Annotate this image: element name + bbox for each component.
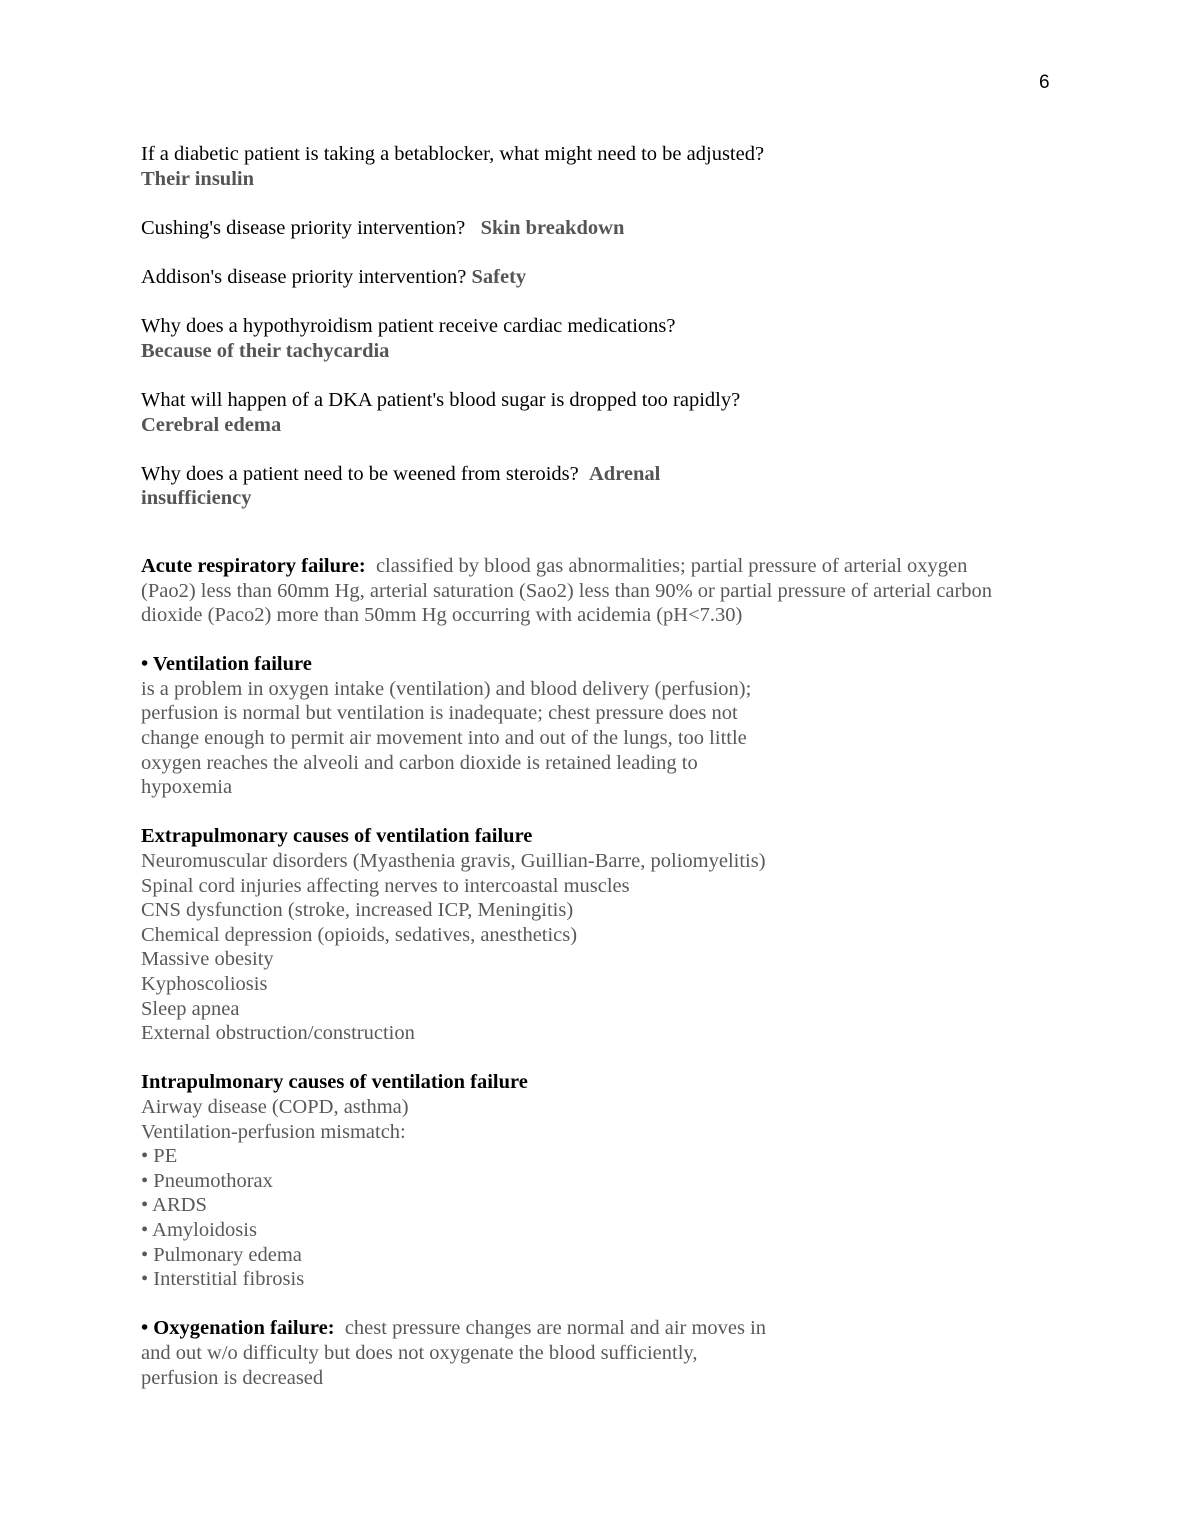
list-item: Sleep apnea: [141, 997, 240, 1020]
ventilation-text-5: hypoxemia: [141, 776, 233, 799]
document-body: [141, 142, 1041, 1390]
acute-text-2: (Pao2) less than 60mm Hg, arterial saturation (Sao2) less than 90% or partial pressure of arterial carbon: [141, 579, 993, 602]
qa-answer-4: Because of their tachycardia: [141, 339, 390, 362]
intrapulmonary-heading: Intrapulmonary causes of ventilation failure: [141, 1071, 528, 1094]
qa-item-2: [141, 216, 1041, 241]
list-item: • Interstitial fibrosis: [141, 1268, 305, 1291]
list-item: Airway disease (COPD, asthma): [141, 1095, 409, 1118]
acute-text-1: classified by blood gas abnormalities; partial pressure of arterial oxygen: [375, 554, 968, 577]
qa-answer-3: Safety: [471, 265, 527, 288]
ventilation-heading: • Ventilation failure: [141, 653, 312, 676]
list-item: • Pneumothorax: [141, 1169, 273, 1192]
qa-answer-6-line1: Adrenal: [589, 462, 661, 485]
oxygenation-line-1: [141, 1316, 1041, 1341]
qa-question-1: If a diabetic patient is taking a betablocker, what might need to be adjusted?: [141, 143, 765, 165]
qa-answer-5: Cerebral edema: [141, 413, 282, 436]
qa-item-3: [141, 265, 1041, 290]
qa-question-6: Why does a patient need to be weened from steroids?: [141, 462, 579, 485]
list-item: Kyphoscoliosis: [141, 973, 268, 995]
ventilation-text-1: is a problem in oxygen intake (ventilation) and blood delivery (perfusion);: [141, 677, 752, 700]
acute-line-1: [141, 554, 1041, 579]
qa-question-3: Addison's disease priority intervention?: [141, 265, 467, 288]
list-item: • ARDS: [141, 1194, 207, 1217]
list-item: Chemical depression (opioids, sedatives, anesthetics): [141, 923, 578, 946]
qa-item-6: [141, 462, 1041, 487]
qa-answer-2: Skin breakdown: [480, 216, 625, 239]
list-item: External obstruction/construction: [141, 1022, 415, 1045]
list-item: Massive obesity: [141, 948, 274, 971]
list-item: • Amyloidosis: [141, 1218, 257, 1241]
acute-text-3: dioxide (Paco2) more than 50mm Hg occurring with acidemia (pH<7.30): [141, 604, 743, 627]
extrapulmonary-heading: Extrapulmonary causes of ventilation failure: [141, 825, 533, 848]
list-item: • Pulmonary edema: [141, 1243, 302, 1266]
ventilation-text-2: perfusion is normal but ventilation is inadequate; chest pressure does not: [141, 702, 738, 725]
oxygenation-text-1: chest pressure changes are normal and air moves in: [344, 1317, 767, 1340]
qa-question-5: What will happen of a DKA patient's blood sugar is dropped too rapidly?: [141, 388, 741, 411]
list-item: Neuromuscular disorders (Myasthenia gravis, Guillian-Barre, poliomyelitis): [141, 850, 766, 873]
acute-heading: Acute respiratory failure:: [141, 554, 366, 577]
list-item: Ventilation-perfusion mismatch:: [141, 1120, 406, 1143]
oxygenation-heading: • Oxygenation failure:: [141, 1317, 335, 1340]
qa-answer-1: Their insulin: [141, 167, 254, 190]
ventilation-text-3: change enough to permit air movement into and out of the lungs, too little: [141, 727, 747, 750]
list-item: Spinal cord injuries affecting nerves to intercoastal muscles: [141, 874, 630, 897]
list-item: CNS dysfunction (stroke, increased ICP, Meningitis): [141, 899, 574, 922]
list-item: • PE: [141, 1145, 178, 1168]
qa-question-2: Cushing's disease priority intervention?: [141, 216, 466, 239]
page-number: 6: [1039, 72, 1050, 93]
qa-answer-6-line2: insufficiency: [141, 487, 252, 510]
oxygenation-text-3: perfusion is decreased: [141, 1366, 324, 1389]
ventilation-text-4: oxygen reaches the alveoli and carbon dioxide is retained leading to: [141, 751, 698, 774]
oxygenation-text-2: and out w/o difficulty but does not oxygenate the blood sufficiently,: [141, 1341, 698, 1364]
qa-question-4: Why does a hypothyroidism patient receive cardiac medications?: [141, 315, 676, 338]
